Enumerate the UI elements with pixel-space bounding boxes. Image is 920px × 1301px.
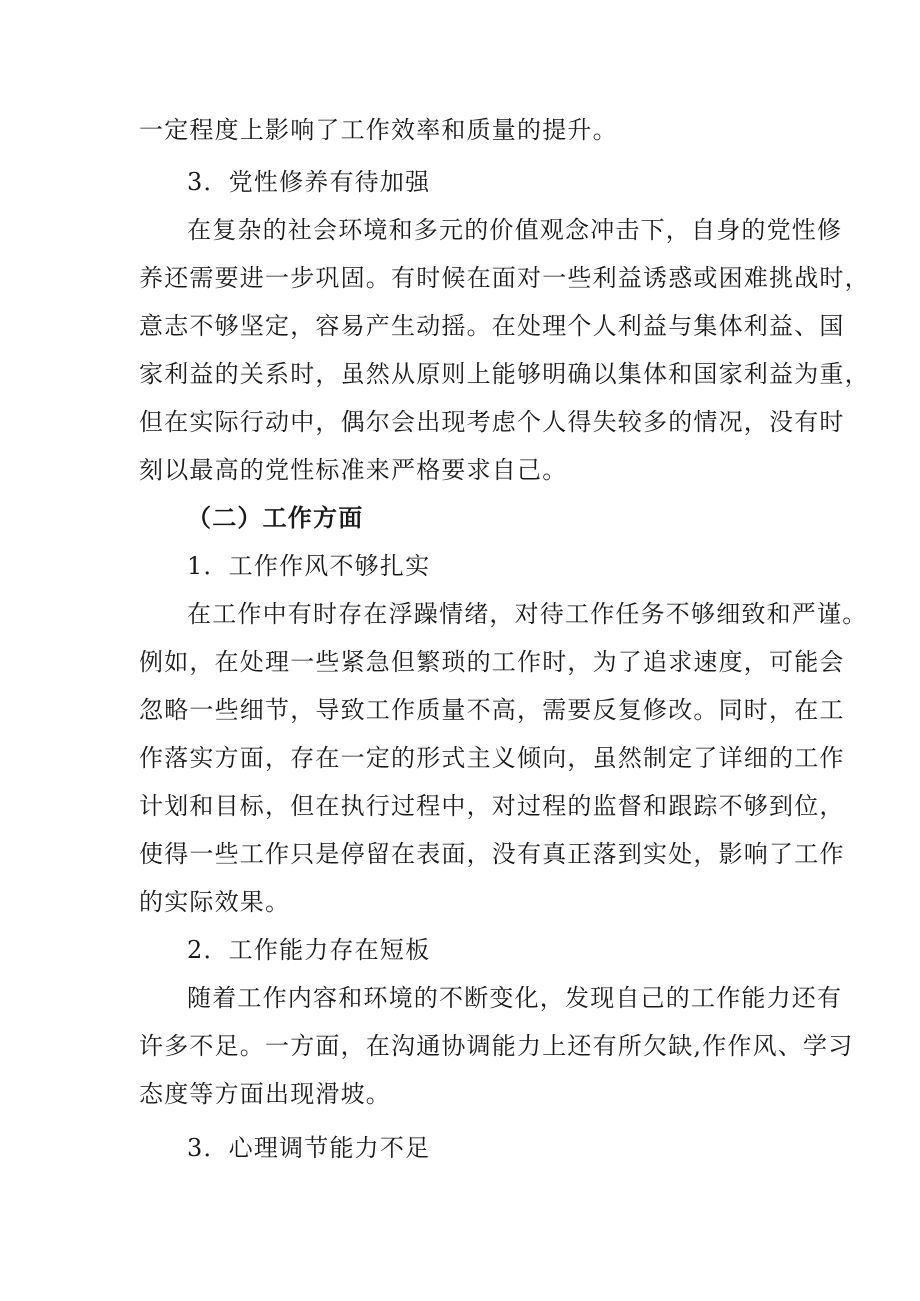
paragraph-line: 计划和目标，但在执行过程中，对过程的监督和跟踪不够到位， [139, 792, 845, 820]
section-heading: （二）工作方面 [187, 503, 364, 532]
paragraph-line: 家利益的关系时，虽然从原则上能够明确以集体和国家利益为重， [139, 360, 870, 388]
paragraph-line: 的实际效果。 [139, 888, 291, 916]
subsection-title: 3．心理调节能力不足 [187, 1134, 431, 1162]
subsection-title: 1．工作作风不够扎实 [187, 552, 431, 580]
paragraph-line: 意志不够坚定，容易产生动摇。在处理个人利益与集体利益、国 [139, 312, 845, 340]
paragraph-line: 但在实际行动中，偶尔会出现考虑个人得失较多的情况，没有时 [139, 408, 845, 436]
paragraph-line: 在工作中有时存在浮躁情绪，对待工作任务不够细致和严谨。 [187, 600, 868, 628]
paragraph-line: 态度等方面出现滑坡。 [139, 1080, 391, 1108]
paragraph-line: 使得一些工作只是停留在表面，没有真正落到实处，影响了工作 [139, 840, 845, 868]
paragraph-line: 忽略一些细节，导致工作质量不高，需要反复修改。同时，在工 [139, 696, 845, 724]
paragraph-line: 养还需要进一步巩固。有时候在面对一些利益诱惑或困难挑战时， [139, 264, 870, 292]
paragraph-line: 一定程度上影响了工作效率和质量的提升。 [139, 116, 618, 144]
paragraph-line: 作落实方面，存在一定的形式主义倾向，虽然制定了详细的工作 [139, 744, 845, 772]
paragraph-line: 例如，在处理一些紧急但繁琐的工作时，为了追求速度，可能会 [139, 648, 845, 676]
paragraph-line: 许多不足。一方面，在沟通协调能力上还有所欠缺,作作风、学习 [139, 1032, 854, 1060]
paragraph-line: 刻以最高的党性标准来严格要求自己。 [139, 456, 568, 484]
subsection-title: 2．工作能力存在短板 [187, 936, 431, 964]
paragraph-line: 随着工作内容和环境的不断变化，发现自己的工作能力还有 [187, 984, 843, 1012]
paragraph-line: 在复杂的社会环境和多元的价值观念冲击下，自身的党性修 [187, 216, 843, 244]
subsection-title: 3．党性修养有待加强 [187, 168, 431, 196]
